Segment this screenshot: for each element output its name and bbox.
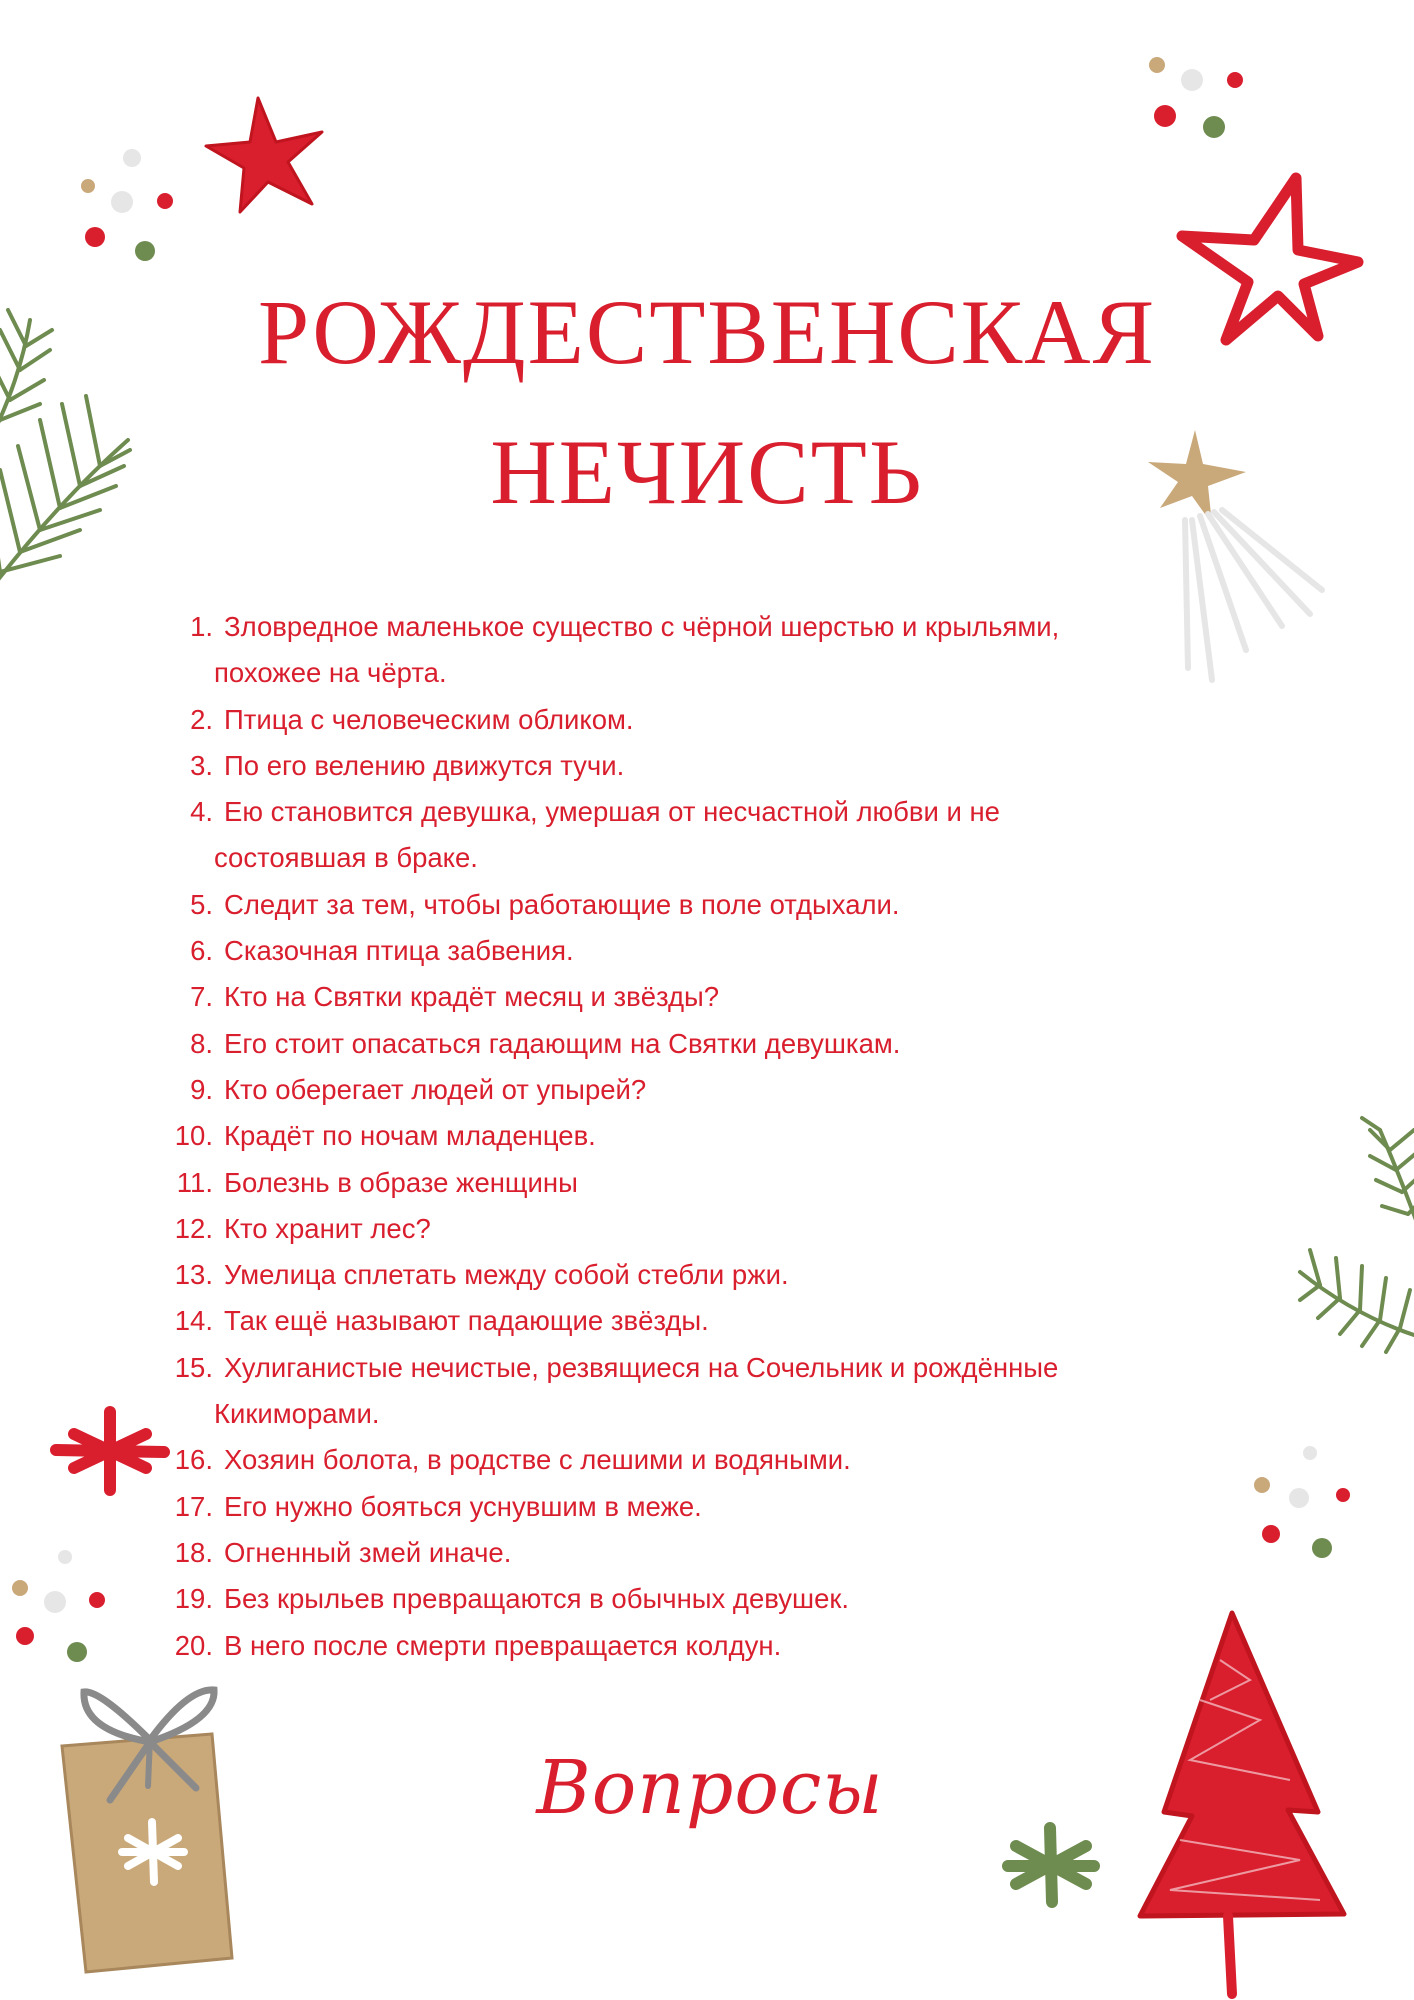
list-item [168, 1021, 1168, 1067]
item-text: Болезнь в образе женщины [224, 1166, 578, 1198]
item-text: В него после смерти превращается колдун. [224, 1629, 782, 1661]
item-text: По его велению движутся тучи. [224, 749, 625, 781]
item-text: Сказочная птица забвения. [224, 935, 574, 967]
item-text: Кто оберегает людей от упырей? [224, 1073, 647, 1105]
list-item [168, 604, 1168, 697]
item-text: Хулиганистые нечистые, резвящиеся на Сочельник и рождённые [224, 1351, 1059, 1383]
list-item [168, 1530, 1168, 1576]
item-text-continued: Кикиморами. [214, 1398, 380, 1430]
item-text: Следит за тем, чтобы работающие в поле отдыхали. [224, 888, 900, 920]
list-item [168, 1345, 1168, 1438]
item-number: 2. [190, 703, 213, 735]
item-number: 3. [190, 749, 213, 781]
list-item [168, 743, 1168, 789]
list-item [168, 1160, 1168, 1206]
item-number: 20. [174, 1629, 213, 1661]
item-text: Хозяин болота, в родстве с лешими и водяными. [224, 1444, 851, 1476]
item-number: 13. [174, 1259, 213, 1291]
list-item [168, 882, 1168, 928]
item-text: Птица с человеческим обликом. [224, 703, 634, 735]
item-text: Кто хранит лес? [224, 1212, 431, 1244]
item-text: Так ещё называют падающие звёзды. [224, 1305, 709, 1337]
item-number: 1. [190, 611, 213, 642]
item-number: 16. [174, 1444, 213, 1476]
green-snowflake-icon [1008, 1828, 1094, 1902]
list-item [168, 1484, 1168, 1530]
christmas-tree-icon [1140, 1613, 1344, 1994]
item-text: Умелица сплетать между собой стебли ржи. [224, 1259, 789, 1291]
confetti-dots-icon [1254, 1446, 1350, 1558]
item-number: 9. [190, 1073, 213, 1105]
pine-branch-icon [1300, 1118, 1414, 1352]
item-text: Его стоит опасаться гадающим на Святки девушкам. [224, 1027, 901, 1059]
item-number: 4. [190, 796, 213, 828]
item-text: Без крыльев превращаются в обычных девушек. [224, 1583, 850, 1615]
item-number: 7. [190, 981, 213, 1013]
item-text: Ею становится девушка, умершая от несчастной любви и не [224, 796, 1000, 828]
list-item [168, 1252, 1168, 1298]
list-item [168, 697, 1168, 743]
red-snowflake-icon [56, 1412, 164, 1490]
list-item [168, 928, 1168, 974]
item-number: 19. [174, 1583, 213, 1615]
item-text: Крадёт по ночам младенцев. [224, 1120, 596, 1152]
item-text-continued: состоявшая в браке. [214, 842, 478, 874]
list-item [168, 1298, 1168, 1344]
list-item [168, 1113, 1168, 1159]
page-title-line1: РОЖДЕСТВЕНСКАЯ [258, 281, 1156, 383]
item-number: 11. [176, 1166, 213, 1198]
list-item [168, 1206, 1168, 1252]
page-title-line2: НЕЧИСТЬ [490, 421, 924, 523]
item-number: 18. [174, 1536, 213, 1568]
page-title [0, 262, 1414, 542]
list-item [168, 1576, 1168, 1622]
item-text: Кто на Святки крадёт месяц и звёзды? [224, 981, 720, 1013]
item-number: 15. [174, 1351, 213, 1383]
item-number: 17. [174, 1490, 213, 1522]
list-item [168, 974, 1168, 1020]
item-number: 6. [190, 935, 213, 967]
item-text: Огненный змей иначе. [224, 1536, 512, 1568]
item-number: 14. [174, 1305, 213, 1337]
list-item [168, 1067, 1168, 1113]
list-item [168, 1623, 1168, 1669]
item-number: 8. [190, 1027, 213, 1059]
item-number: 12. [174, 1212, 213, 1244]
item-number: 5. [190, 888, 213, 920]
questions-list [168, 604, 1168, 1669]
item-text: Зловредное маленькое существо с чёрной шерстью и крыльями, [224, 611, 1060, 642]
red-star-icon [206, 98, 322, 212]
item-text: Его нужно бояться уснувшим в меже. [224, 1490, 702, 1522]
item-text-continued: похожее на чёрта. [214, 657, 447, 689]
list-item [168, 789, 1168, 882]
questions-label: Вопросы [536, 1745, 884, 1831]
confetti-dots-icon [81, 149, 173, 261]
confetti-dots-icon [12, 1550, 105, 1662]
item-number: 10. [174, 1120, 213, 1152]
list-item [168, 1437, 1168, 1483]
confetti-dots-icon [1149, 57, 1243, 138]
gift-box-icon [62, 1690, 232, 1972]
